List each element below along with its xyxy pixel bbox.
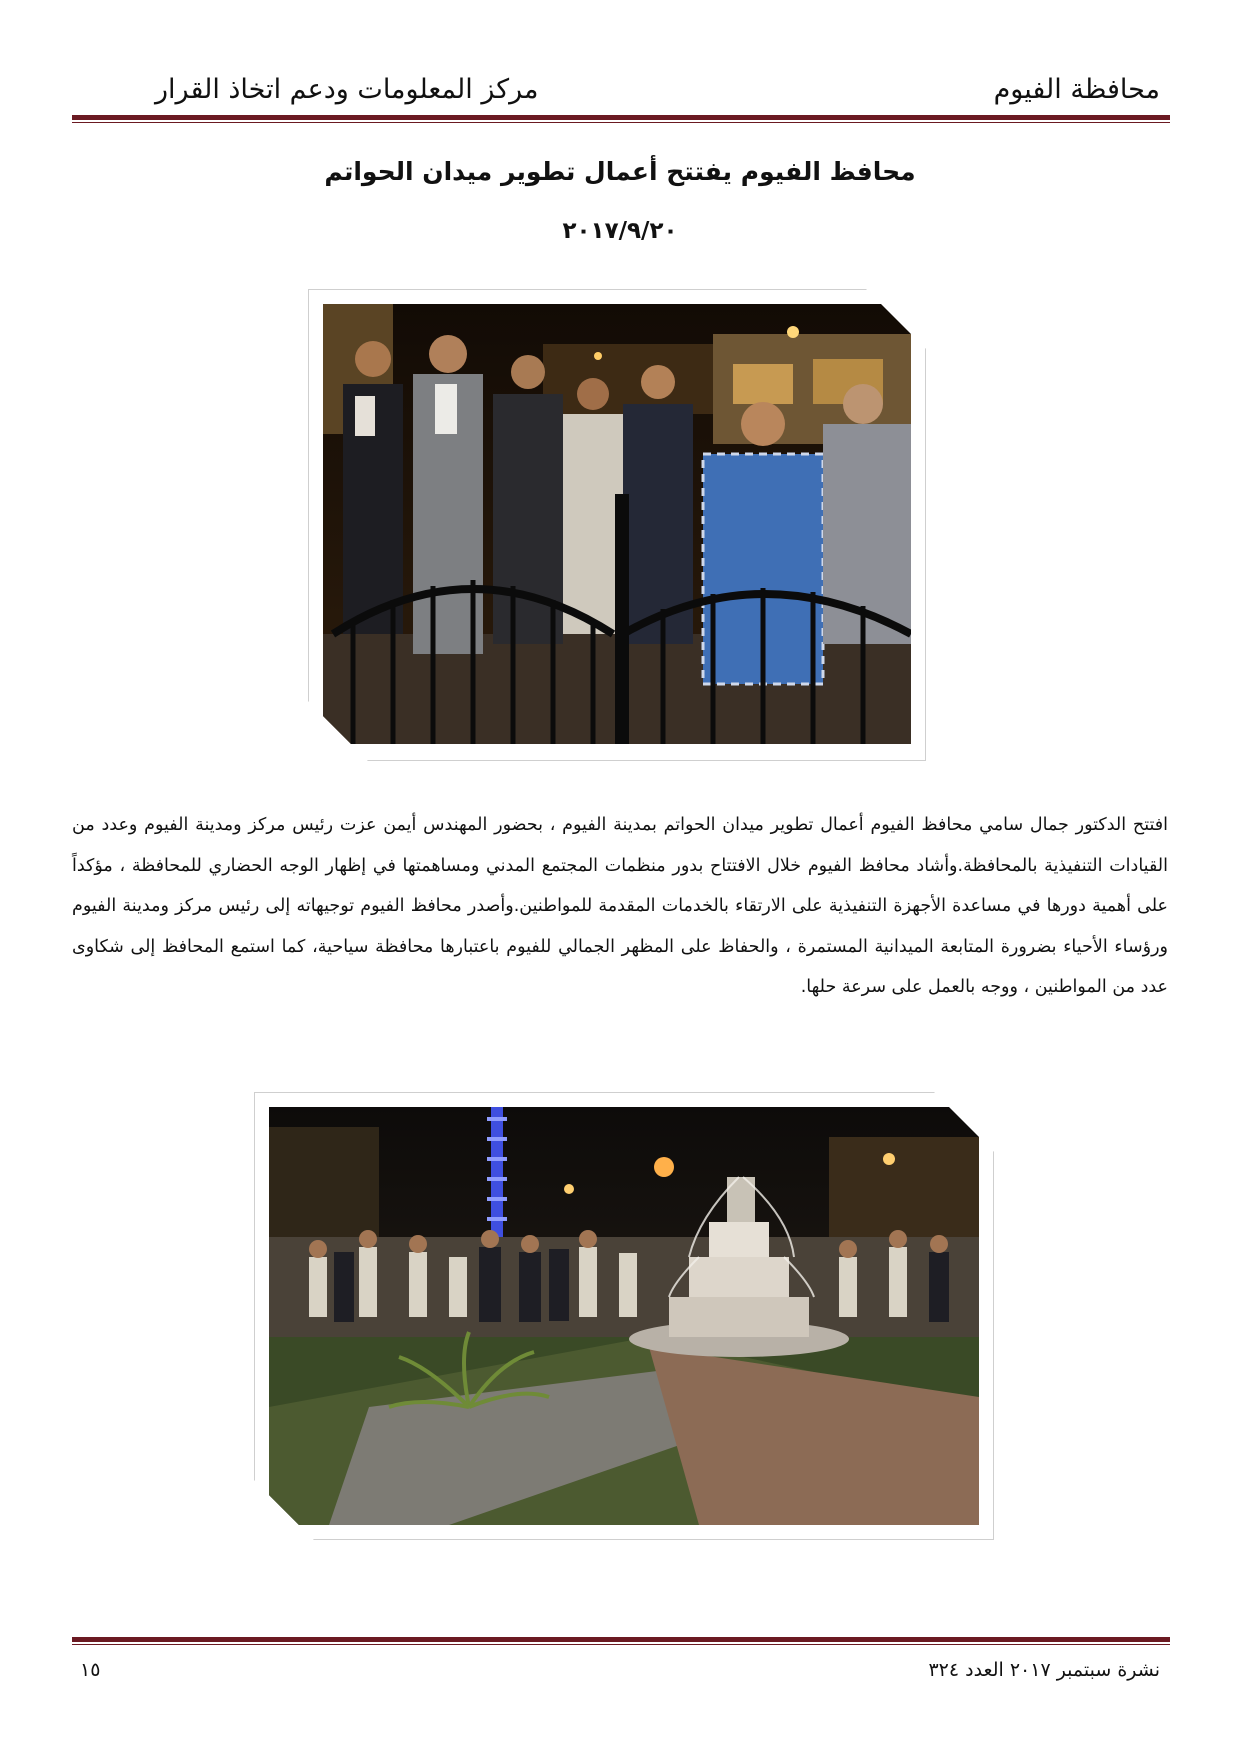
photo-fountain-image <box>269 1107 979 1525</box>
header-rule-thin <box>72 122 1170 123</box>
photo-fountain <box>254 1092 994 1540</box>
photo-officials-image <box>323 304 911 744</box>
article-date: ٢٠١٧/٩/٢٠ <box>562 218 678 244</box>
page-number: ١٥ <box>80 1659 101 1681</box>
photo-officials <box>308 289 926 761</box>
footer-issue: نشرة سبتمبر ٢٠١٧ العدد ٣٢٤ <box>928 1659 1160 1681</box>
footer-rule-thin <box>72 1644 1170 1645</box>
header-governorate: محافظة الفيوم <box>993 74 1160 105</box>
header-info-center: مركز المعلومات ودعم اتخاذ القرار <box>155 74 539 105</box>
header-rule <box>72 115 1170 120</box>
article-title: محافظ الفيوم يفتتح أعمال تطوير ميدان الحواتم <box>324 157 916 186</box>
footer-rule <box>72 1637 1170 1642</box>
article-body: افتتح الدكتور جمال سامي محافظ الفيوم أعمال تطوير ميدان الحواتم بمدينة الفيوم ، بحضور المهندس أيمن عزت رئيس مركز ومدينة الفيوم وعدد من القيادات التنفيذية بالمحافظة.وأشاد محافظ الفيوم خلال الافتتاح بدور منظمات المجتمع المدني ومساهمتها في إظهار الوجه الحضاري للمحافظة ، مؤكداً على أهمية دورها في مساعدة الأجهزة التنفيذية على الارتقاء بالخدمات المقدمة للمواطنين.وأصدر محافظ الفيوم توجيهاته إلى رئيس مركز ومدينة الفيوم ورؤساء الأحياء بضرورة المتابعة الميدانية المستمرة ، والحفاظ على المظهر الجمالي للفيوم باعتبارها محافظة سياحية، كما استمع المحافظ إلى شكاوى عدد من المواطنين ، ووجه بالعمل على سرعة حلها. <box>72 815 1168 997</box>
